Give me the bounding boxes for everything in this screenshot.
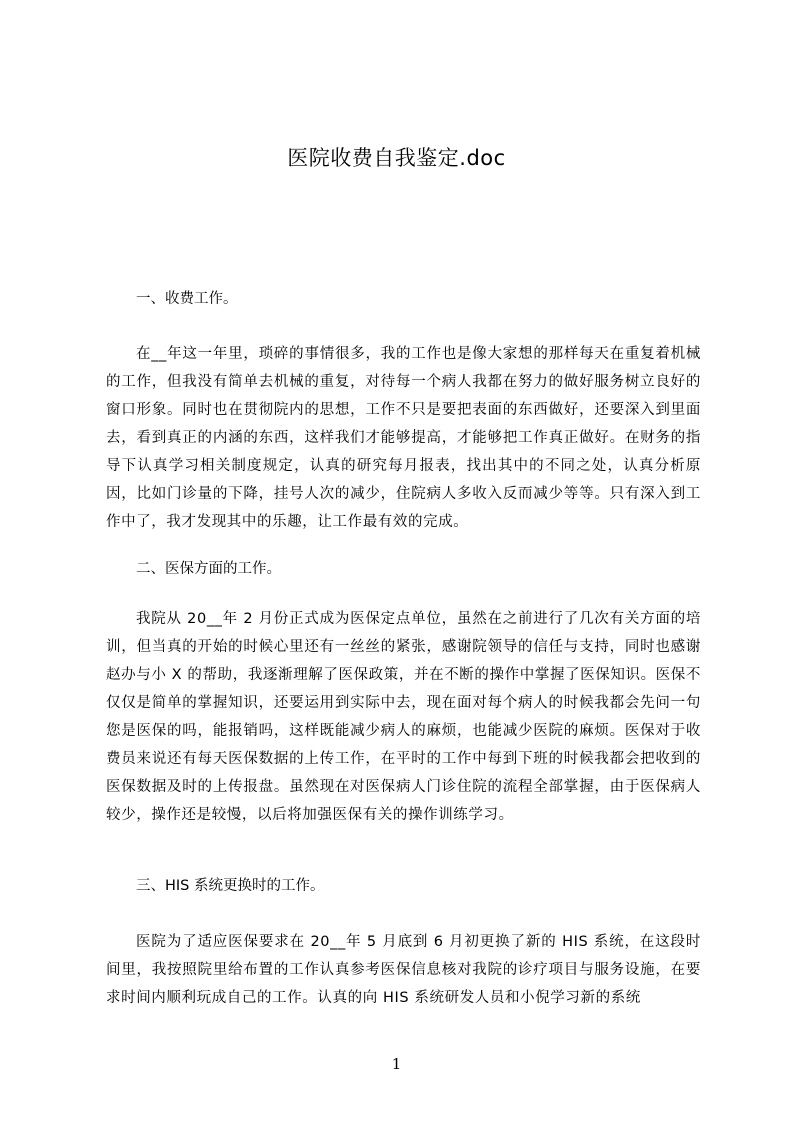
section-heading-1: 一、收费工作。 <box>136 291 238 307</box>
page-number: 1 <box>391 1055 402 1073</box>
section-paragraph-1: 在__年这一年里，琐碎的事情很多，我的工作也是像大家想的那样每天在重复着机械的工作，但我没有简单去机械的重复，对待每一个病人我都在努力的做好服务树立良好的窗口形象。同时也在贯彻院内的思想，工作不只是要把表面的东西做好，还要深入到里面去，看到真正的内涵的东西，这样我们才能够提高，才能够把工作真正做好。在财务的指导下认真学习相关制度规定，认真的研究每月报表，找出其中的不同之处，认真分析原因，比如门诊量的下降，挂号人次的减少，住院病人多收入反而减少等等。只有深入到工作中了，我才发现其中的乐趣，让工作最有效的完成。 <box>106 346 701 530</box>
section-heading-2: 二、医保方面的工作。 <box>136 561 281 577</box>
section-paragraph-3: 医院为了适应医保要求在 20__年 5 月底到 6 月初更换了新的 HIS 系统，在这段时间里，我按照院里给布置的工作认真参考医保信息核对我院的诊疗项目与服务设施，在要求时间内顺利玩成自己的工作。认真的向 HIS 系统研发人员和小倪学习新的系统 <box>106 934 701 1006</box>
section-heading-3: 三、HIS 系统更换时的工作。 <box>136 878 325 894</box>
document-title: 医院收费自我鉴定.doc <box>287 146 506 170</box>
section-paragraph-2: 我院从 20__年 2 月份正式成为医保定点单位，虽然在之前进行了几次有关方面的培训，但当真的开始的时候心里还有一丝丝的紧张，感谢院领导的信任与支持，同时也感谢赵办与小 X 的帮助，我逐渐理解了医保政策，并在不断的操作中掌握了医保知识。医保不仅仅是简单的掌握知识，还要运用到实际中去，现在面对每个病人的时候我都会先问一句您是医保的吗，能报销吗，这样既能减少病人的麻烦，也能减少医院的麻烦。医保对于收费员来说还有每天医保数据的上传工作，在平时的工作中每到下班的时候我都会把收到的医保数据及时的上传报盘。虽然现在对医保病人门诊住院的流程全部掌握，由于医保病人较少，操作还是较慢，以后将加强医保有关的操作训练学习。 <box>106 611 701 823</box>
